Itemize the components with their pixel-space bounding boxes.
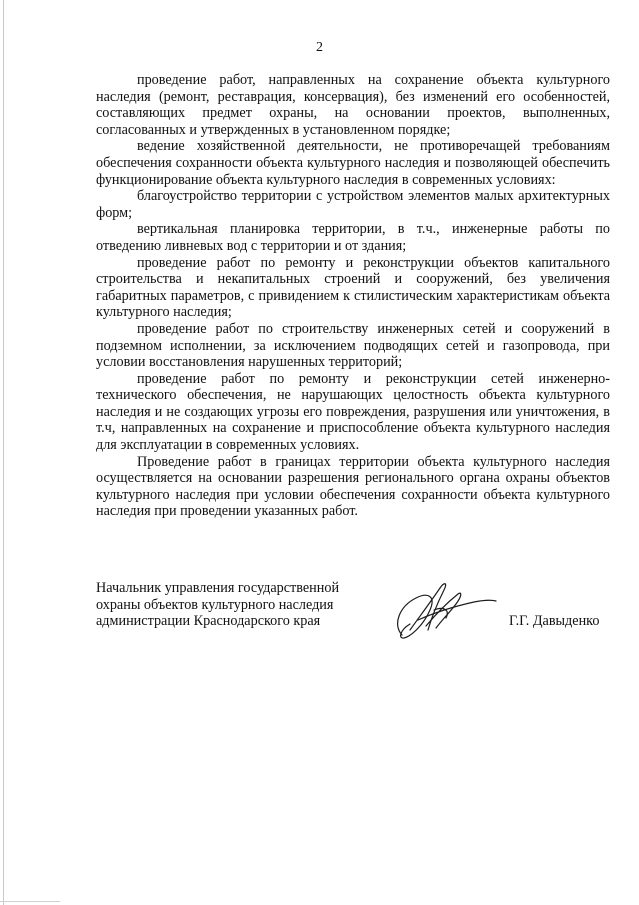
signatory-name: Г.Г. Давыденко: [509, 613, 600, 629]
paragraph: проведение работ по ремонту и реконструкции объектов капитального строительства и некапитальных строений и сооружений, без увеличения габаритных параметров, с привидением к стилистическим характеристикам объекта культурного наследия;: [96, 254, 610, 321]
paragraph: проведение работ по строительству инженерных сетей и сооружений в подземном исполнении, за исключением подводящих сетей и газопровода, при условии восстановления нарушенных территорий;: [96, 320, 610, 371]
paragraph: Проведение работ в границах территории объекта культурного наследия осуществляется на основании разрешения регионального органа охраны объектов культурного наследия при условии обеспечения сохранности объекта культурного наследия при проведении указанных работ.: [96, 453, 610, 520]
handwritten-signature: [388, 580, 498, 640]
position-line: Начальник управления государственной: [96, 580, 340, 596]
paragraph: ведение хозяйственной деятельности, не противоречащей требованиям обеспечения сохранности объекта культурного наследия и позволяющей обеспечить функционирование объекта культурного наследия в современных условиях:: [96, 138, 610, 188]
position-line: администрации Краснодарского края: [96, 613, 321, 630]
scan-edge-line-bottom: [0, 901, 60, 902]
paragraph: проведение работ по ремонту и реконструкции сетей инженерно-технического обеспечения, не нарушающих целостность объекта культурного наследия и не создающих угрозы его повреждения, разрушения или уничтожения, в т.ч, направленных на сохранение и приспособление объекта культурного наследия для эксплуатации в современных условиях.: [96, 370, 610, 454]
page-number: 2: [316, 40, 323, 55]
document-body: [96, 72, 610, 520]
position-line: охраны объектов культурного наследия: [96, 596, 334, 613]
scan-edge-line: [3, 0, 4, 905]
signatory-position: [96, 580, 339, 630]
paragraph: благоустройство территории с устройством элементов малых архитектурных форм;: [96, 188, 610, 221]
paragraph: вертикальная планировка территории, в т.ч., инженерные работы по отведению ливневых вод с территории и от здания;: [96, 221, 610, 254]
paragraph: проведение работ, направленных на сохранение объекта культурного наследия (ремонт, реставрация, консервация), без изменений его особенностей, составляющих предмет охраны, на основании проектов, выполненных, согласованных и утвержденных в установленном порядке;: [96, 72, 610, 138]
